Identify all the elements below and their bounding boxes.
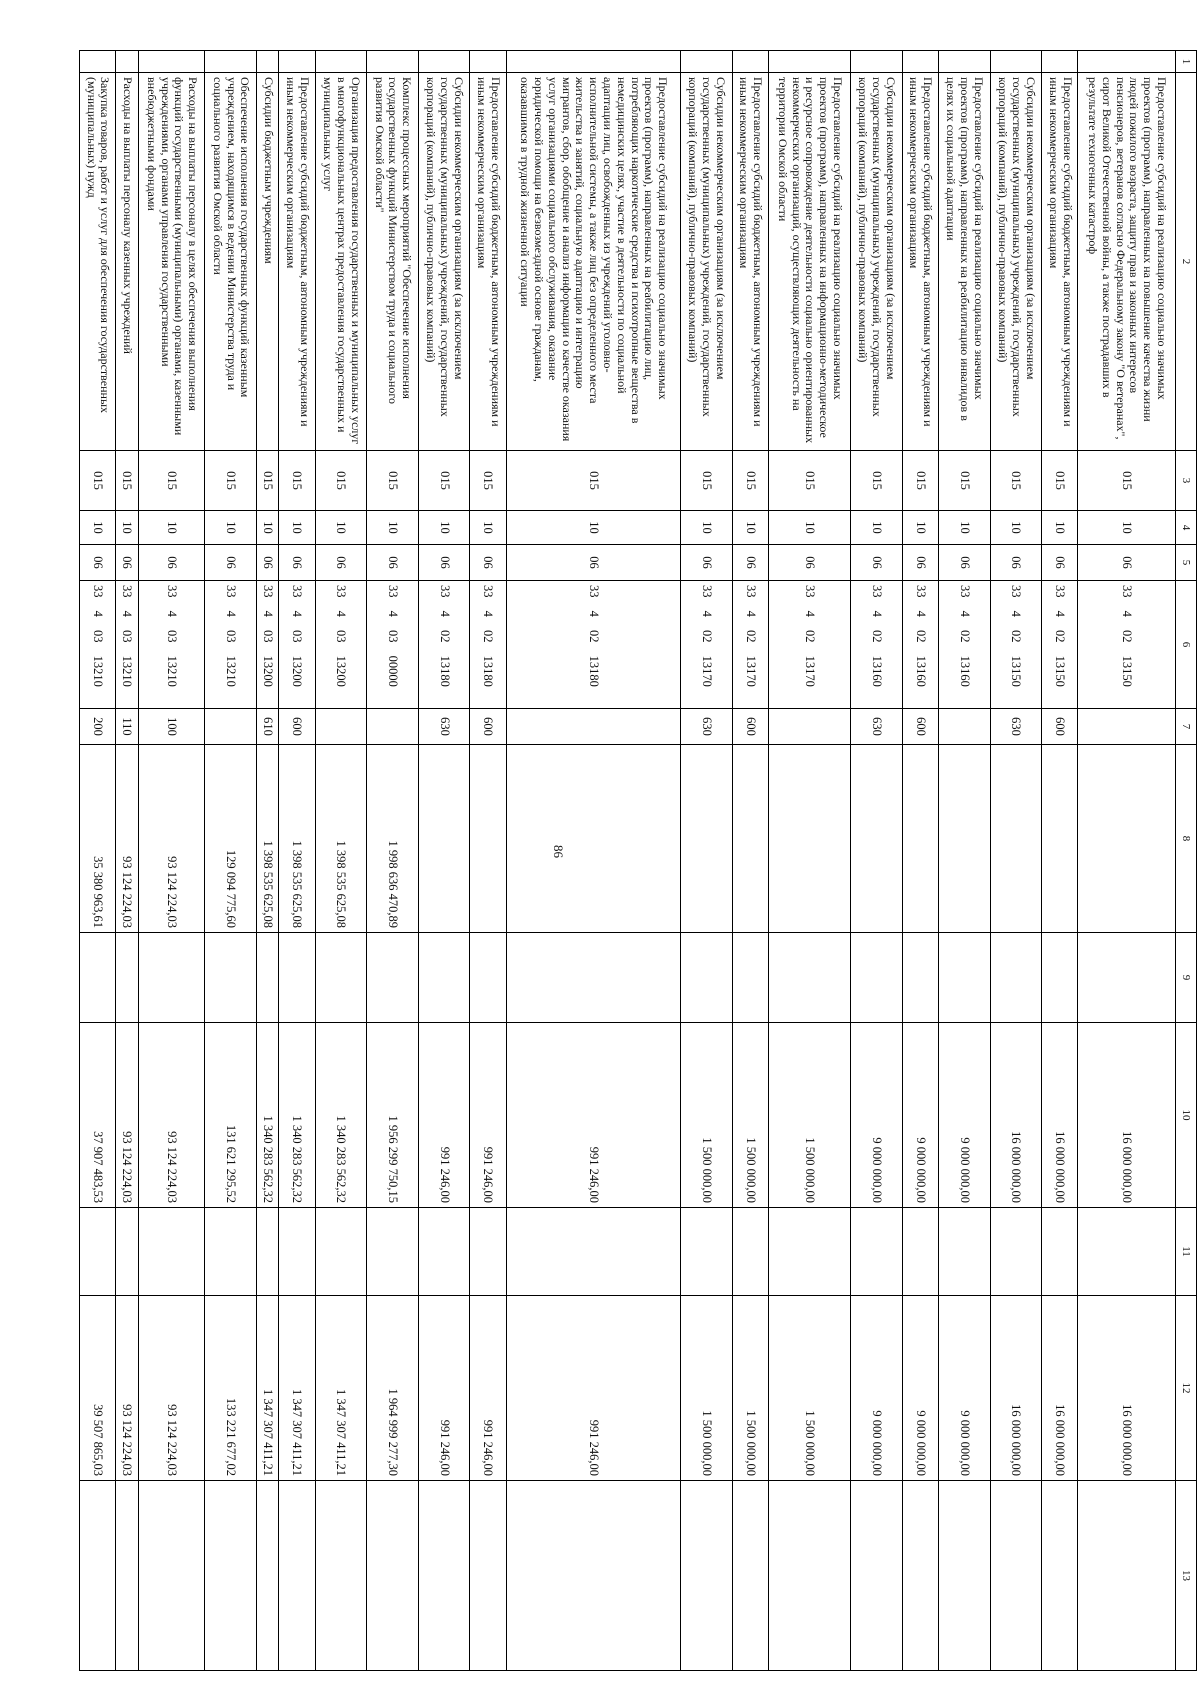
cell-c13 xyxy=(367,1481,419,1671)
cell-c5: 06 xyxy=(1078,545,1176,581)
cell-c6: 33 4 02 13160 xyxy=(902,581,938,709)
column-number-10: 10 xyxy=(1176,1023,1197,1208)
row-index-cell xyxy=(470,51,506,73)
cell-c6: 33 4 02 13180 xyxy=(506,581,680,709)
cell-c7: 600 xyxy=(470,709,506,745)
cell-c5: 06 xyxy=(138,545,205,581)
cell-c13 xyxy=(205,1481,257,1671)
cell-c5: 06 xyxy=(938,545,990,581)
cell-c4: 10 xyxy=(990,511,1042,545)
cell-c10: 9 000 000,00 xyxy=(851,1023,903,1208)
cell-c13 xyxy=(1078,1481,1176,1671)
cell-c13 xyxy=(990,1481,1042,1671)
cell-c12: 991 246,00 xyxy=(506,1296,680,1481)
cell-c3: 015 xyxy=(116,451,138,511)
row-index-cell xyxy=(990,51,1042,73)
cell-c4: 10 xyxy=(1042,511,1078,545)
cell-c4: 10 xyxy=(732,511,768,545)
cell-c5: 06 xyxy=(205,545,257,581)
cell-c10: 37 907 483,53 xyxy=(80,1023,116,1208)
cell-c9 xyxy=(205,933,257,1023)
cell-c11 xyxy=(418,1208,470,1296)
cell-c13 xyxy=(315,1481,367,1671)
cell-c12: 39 507 865,03 xyxy=(80,1296,116,1481)
row-index-cell xyxy=(1078,51,1176,73)
cell-c5: 06 xyxy=(116,545,138,581)
cell-c9 xyxy=(116,933,138,1023)
row-name: Предоставление субсидий бюджетным, автономным учреждениям и иным некоммерческим организациям xyxy=(732,73,768,451)
cell-c5: 06 xyxy=(470,545,506,581)
cell-c13 xyxy=(768,1481,850,1671)
cell-c12: 991 246,00 xyxy=(418,1296,470,1481)
row-index-cell xyxy=(506,51,680,73)
cell-c11 xyxy=(138,1208,205,1296)
cell-c9 xyxy=(506,933,680,1023)
cell-c5: 06 xyxy=(257,545,279,581)
cell-c8: 1 398 535 625,08 xyxy=(257,745,279,933)
cell-c6: 33 4 03 13200 xyxy=(315,581,367,709)
cell-c6: 33 4 02 13170 xyxy=(768,581,850,709)
cell-c9 xyxy=(902,933,938,1023)
budget-table xyxy=(79,50,1197,1671)
cell-c7: 630 xyxy=(680,709,732,745)
cell-c9 xyxy=(367,933,419,1023)
cell-c9 xyxy=(732,933,768,1023)
cell-c4: 10 xyxy=(938,511,990,545)
cell-c11 xyxy=(680,1208,732,1296)
cell-c10: 131 621 295,52 xyxy=(205,1023,257,1208)
cell-c12: 1 500 000,00 xyxy=(680,1296,732,1481)
cell-c8 xyxy=(680,745,732,933)
cell-c7: 600 xyxy=(279,709,315,745)
cell-c13 xyxy=(506,1481,680,1671)
cell-c9 xyxy=(470,933,506,1023)
cell-c8 xyxy=(732,745,768,933)
row-name: Субсидии некоммерческим организациям (за исключением государственных (муниципальных) учреждений, государственных корпораций (компаний), публично-правовых компаний) xyxy=(418,73,470,451)
cell-c3: 015 xyxy=(851,451,903,511)
cell-c9 xyxy=(1042,933,1078,1023)
cell-c7: 600 xyxy=(732,709,768,745)
table-row xyxy=(1078,51,1176,1671)
cell-c6: 33 4 03 13200 xyxy=(279,581,315,709)
cell-c12: 1 500 000,00 xyxy=(732,1296,768,1481)
cell-c7: 110 xyxy=(116,709,138,745)
cell-c8 xyxy=(506,745,680,933)
row-name: Закупка товаров, работ и услуг для обеспечения государственных (муниципальных) нужд xyxy=(80,73,116,451)
cell-c12: 1 347 307 411,21 xyxy=(315,1296,367,1481)
cell-c11 xyxy=(990,1208,1042,1296)
cell-c4: 10 xyxy=(768,511,850,545)
cell-c6: 33 4 02 13180 xyxy=(470,581,506,709)
cell-c12: 9 000 000,00 xyxy=(902,1296,938,1481)
cell-c4: 10 xyxy=(279,511,315,545)
cell-c3: 015 xyxy=(938,451,990,511)
cell-c13 xyxy=(1042,1481,1078,1671)
column-number-7: 7 xyxy=(1176,709,1197,745)
cell-c13 xyxy=(470,1481,506,1671)
cell-c9 xyxy=(418,933,470,1023)
table-body xyxy=(80,51,1176,1671)
cell-c11 xyxy=(257,1208,279,1296)
table-row xyxy=(367,51,419,1671)
column-number-9: 9 xyxy=(1176,933,1197,1023)
cell-c10: 1 340 283 562,32 xyxy=(279,1023,315,1208)
table-row xyxy=(138,51,205,1671)
cell-c10: 991 246,00 xyxy=(506,1023,680,1208)
row-name: Предоставление субсидий бюджетным, автономным учреждениям и иным некоммерческим организациям xyxy=(279,73,315,451)
cell-c12: 1 500 000,00 xyxy=(768,1296,850,1481)
row-name: Предоставление субсидий на реализацию социально значимых проектов (программ), направленных на повышение качества жизни людей пожилого возраста, защиту прав и законных интересов пенсионеров, ветеранов согласно Федеральному закону "О ветеранах", сирот Великой Отечественной войны, а также пострадавших в результате техногенных катастроф xyxy=(1078,73,1176,451)
cell-c8: 129 094 775,60 xyxy=(205,745,257,933)
row-index-cell xyxy=(732,51,768,73)
cell-c7: 600 xyxy=(1042,709,1078,745)
cell-c11 xyxy=(902,1208,938,1296)
cell-c5: 06 xyxy=(80,545,116,581)
row-name: Предоставление субсидий бюджетным, автономным учреждениям и иным некоммерческим организациям xyxy=(902,73,938,451)
row-index-cell xyxy=(315,51,367,73)
cell-c12: 9 000 000,00 xyxy=(851,1296,903,1481)
table-row xyxy=(470,51,506,1671)
row-name: Расходы на выплаты персоналу в целях обеспечения выполнения функций государственными (муниципальными) органами, казенными учреждениями, органами управления государственными внебюджетными фондами xyxy=(138,73,205,451)
cell-c13 xyxy=(851,1481,903,1671)
cell-c10: 16 000 000,00 xyxy=(1078,1023,1176,1208)
cell-c5: 06 xyxy=(418,545,470,581)
cell-c7: 630 xyxy=(418,709,470,745)
cell-c10: 1 956 299 750,15 xyxy=(367,1023,419,1208)
row-name: Субсидии некоммерческим организациям (за исключением государственных (муниципальных) учреждений, государственных корпораций (компаний), публично-правовых компаний) xyxy=(851,73,903,451)
cell-c8 xyxy=(418,745,470,933)
page-number: 86 xyxy=(551,845,566,858)
cell-c5: 06 xyxy=(279,545,315,581)
cell-c7 xyxy=(506,709,680,745)
cell-c7: 610 xyxy=(257,709,279,745)
column-number-8: 8 xyxy=(1176,745,1197,933)
cell-c7: 600 xyxy=(902,709,938,745)
cell-c8 xyxy=(768,745,850,933)
cell-c6: 33 4 03 13210 xyxy=(80,581,116,709)
cell-c8 xyxy=(1042,745,1078,933)
cell-c11 xyxy=(367,1208,419,1296)
cell-c13 xyxy=(257,1481,279,1671)
column-number-12: 12 xyxy=(1176,1296,1197,1481)
cell-c9 xyxy=(138,933,205,1023)
cell-c6: 33 4 03 13200 xyxy=(257,581,279,709)
row-name: Предоставление субсидий на реализацию социально значимых проектов (программ), направленных на реабилитацию инвалидов в целях их социальной адаптации xyxy=(938,73,990,451)
row-name: Предоставление субсидий на реализацию социально значимых проектов (программ), направленных на реабилитацию лиц, потребляющих наркотические средства и психотропные вещества в немедицинских целях, участие в деятельности по социальной адаптации лиц, освобожденных из учреждений уголовно-исполнительной системы, а также лиц без определенного места жительства и занятий, социальную адаптацию и интеграцию мигрантов, сбор, обобщение и анализ информации о качестве оказания услуг организациями социального обслуживания, оказание юридической помощи на безвозмездной основе гражданам, оказавшимся в трудной жизненной ситуации xyxy=(506,73,680,451)
row-name: Предоставление субсидий бюджетным, автономным учреждениям и иным некоммерческим организациям xyxy=(470,73,506,451)
cell-c13 xyxy=(279,1481,315,1671)
cell-c13 xyxy=(138,1481,205,1671)
cell-c8: 93 124 224,03 xyxy=(138,745,205,933)
column-number-11: 11 xyxy=(1176,1208,1197,1296)
column-number-row xyxy=(1176,51,1197,1671)
row-index-cell xyxy=(205,51,257,73)
cell-c3: 015 xyxy=(680,451,732,511)
cell-c11 xyxy=(279,1208,315,1296)
cell-c3: 015 xyxy=(315,451,367,511)
row-index-cell xyxy=(938,51,990,73)
cell-c12: 991 246,00 xyxy=(470,1296,506,1481)
cell-c11 xyxy=(938,1208,990,1296)
table-row xyxy=(315,51,367,1671)
table-row xyxy=(732,51,768,1671)
cell-c7: 630 xyxy=(851,709,903,745)
cell-c7 xyxy=(938,709,990,745)
table-row xyxy=(279,51,315,1671)
cell-c3: 015 xyxy=(418,451,470,511)
cell-c8: 1 998 636 470,89 xyxy=(367,745,419,933)
table-row xyxy=(80,51,116,1671)
cell-c3: 015 xyxy=(902,451,938,511)
cell-c8 xyxy=(902,745,938,933)
cell-c4: 10 xyxy=(367,511,419,545)
table-row xyxy=(116,51,138,1671)
column-number-13: 13 xyxy=(1176,1481,1197,1671)
cell-c3: 015 xyxy=(205,451,257,511)
row-index-cell xyxy=(80,51,116,73)
cell-c12: 1 964 999 277,30 xyxy=(367,1296,419,1481)
cell-c8 xyxy=(990,745,1042,933)
cell-c3: 015 xyxy=(80,451,116,511)
table-row xyxy=(418,51,470,1671)
cell-c4: 10 xyxy=(418,511,470,545)
cell-c7 xyxy=(367,709,419,745)
row-name: Организация предоставления государственных и муниципальных услуг в многофункциональных центрах предоставления государственных и муниципальных услуг xyxy=(315,73,367,451)
cell-c3: 015 xyxy=(1042,451,1078,511)
cell-c3: 015 xyxy=(367,451,419,511)
row-index-cell xyxy=(902,51,938,73)
cell-c5: 06 xyxy=(851,545,903,581)
cell-c9 xyxy=(938,933,990,1023)
cell-c3: 015 xyxy=(279,451,315,511)
row-index-cell xyxy=(851,51,903,73)
cell-c3: 015 xyxy=(990,451,1042,511)
cell-c6: 33 4 02 13150 xyxy=(1042,581,1078,709)
cell-c3: 015 xyxy=(257,451,279,511)
cell-c8 xyxy=(470,745,506,933)
cell-c3: 015 xyxy=(768,451,850,511)
row-name: Субсидии некоммерческим организациям (за исключением государственных (муниципальных) учреждений, государственных корпораций (компаний), публично-правовых компаний) xyxy=(680,73,732,451)
cell-c3: 015 xyxy=(1078,451,1176,511)
cell-c5: 06 xyxy=(315,545,367,581)
cell-c13 xyxy=(116,1481,138,1671)
table-row xyxy=(851,51,903,1671)
cell-c12: 93 124 224,03 xyxy=(138,1296,205,1481)
table-row xyxy=(902,51,938,1671)
cell-c3: 015 xyxy=(506,451,680,511)
cell-c10: 1 500 000,00 xyxy=(768,1023,850,1208)
cell-c4: 10 xyxy=(470,511,506,545)
rotated-table-container xyxy=(79,50,1197,1670)
column-number-3: 3 xyxy=(1176,451,1197,511)
row-name: Комплекс процессных мероприятий "Обеспечение исполнения государственных функций Министерством труда и социального развития Омской области" xyxy=(367,73,419,451)
cell-c9 xyxy=(279,933,315,1023)
cell-c9 xyxy=(315,933,367,1023)
cell-c12: 1 347 307 411,21 xyxy=(257,1296,279,1481)
table-row xyxy=(1042,51,1078,1671)
cell-c9 xyxy=(990,933,1042,1023)
cell-c13 xyxy=(938,1481,990,1671)
cell-c6: 33 4 03 13210 xyxy=(138,581,205,709)
cell-c12: 9 000 000,00 xyxy=(938,1296,990,1481)
row-index-cell xyxy=(138,51,205,73)
row-index-cell xyxy=(768,51,850,73)
cell-c12: 16 000 000,00 xyxy=(1078,1296,1176,1481)
cell-c10: 1 500 000,00 xyxy=(732,1023,768,1208)
cell-c3: 015 xyxy=(470,451,506,511)
cell-c11 xyxy=(768,1208,850,1296)
cell-c13 xyxy=(732,1481,768,1671)
cell-c10: 991 246,00 xyxy=(418,1023,470,1208)
cell-c7 xyxy=(315,709,367,745)
cell-c6: 33 4 02 13150 xyxy=(990,581,1042,709)
row-index-cell xyxy=(1042,51,1078,73)
cell-c4: 10 xyxy=(851,511,903,545)
row-index-cell xyxy=(367,51,419,73)
table-row xyxy=(990,51,1042,1671)
cell-c5: 06 xyxy=(506,545,680,581)
cell-c4: 10 xyxy=(680,511,732,545)
cell-c5: 06 xyxy=(1042,545,1078,581)
cell-c12: 93 124 224,03 xyxy=(116,1296,138,1481)
cell-c10: 1 340 283 562,32 xyxy=(257,1023,279,1208)
cell-c12: 133 221 677,02 xyxy=(205,1296,257,1481)
cell-c10: 9 000 000,00 xyxy=(902,1023,938,1208)
cell-c9 xyxy=(1078,933,1176,1023)
cell-c3: 015 xyxy=(138,451,205,511)
cell-c11 xyxy=(1042,1208,1078,1296)
column-number-5: 5 xyxy=(1176,545,1197,581)
cell-c10: 93 124 224,03 xyxy=(138,1023,205,1208)
cell-c8 xyxy=(938,745,990,933)
table-row xyxy=(506,51,680,1671)
cell-c5: 06 xyxy=(902,545,938,581)
cell-c3: 015 xyxy=(732,451,768,511)
cell-c4: 10 xyxy=(1078,511,1176,545)
cell-c9 xyxy=(768,933,850,1023)
cell-c12: 16 000 000,00 xyxy=(990,1296,1042,1481)
column-number-4: 4 xyxy=(1176,511,1197,545)
cell-c6: 33 4 02 13160 xyxy=(938,581,990,709)
cell-c6: 33 4 02 13180 xyxy=(418,581,470,709)
table-row xyxy=(938,51,990,1671)
cell-c5: 06 xyxy=(680,545,732,581)
cell-c6: 33 4 02 13160 xyxy=(851,581,903,709)
table-row xyxy=(680,51,732,1671)
column-number-1: 1 xyxy=(1176,51,1197,73)
column-number-2: 2 xyxy=(1176,73,1197,451)
cell-c9 xyxy=(851,933,903,1023)
cell-c8: 93 124 224,03 xyxy=(116,745,138,933)
cell-c5: 06 xyxy=(732,545,768,581)
cell-c4: 10 xyxy=(257,511,279,545)
cell-c8 xyxy=(851,745,903,933)
cell-c13 xyxy=(418,1481,470,1671)
cell-c7 xyxy=(1078,709,1176,745)
cell-c13 xyxy=(902,1481,938,1671)
cell-c5: 06 xyxy=(768,545,850,581)
cell-c7: 200 xyxy=(80,709,116,745)
cell-c12: 1 347 307 411,21 xyxy=(279,1296,315,1481)
cell-c5: 06 xyxy=(990,545,1042,581)
cell-c11 xyxy=(506,1208,680,1296)
cell-c6: 33 4 03 00000 xyxy=(367,581,419,709)
cell-c10: 991 246,00 xyxy=(470,1023,506,1208)
cell-c9 xyxy=(680,933,732,1023)
cell-c10: 1 340 283 562,32 xyxy=(315,1023,367,1208)
cell-c7: 630 xyxy=(990,709,1042,745)
cell-c13 xyxy=(80,1481,116,1671)
cell-c11 xyxy=(80,1208,116,1296)
cell-c6: 33 4 03 13210 xyxy=(205,581,257,709)
cell-c4: 10 xyxy=(116,511,138,545)
cell-c11 xyxy=(1078,1208,1176,1296)
row-index-cell xyxy=(257,51,279,73)
cell-c9 xyxy=(80,933,116,1023)
row-name: Обеспечение исполнения государственных функций казенным учреждением, находящимся в ведении Министерства труда и социального развития Омской области xyxy=(205,73,257,451)
cell-c4: 10 xyxy=(205,511,257,545)
cell-c4: 10 xyxy=(902,511,938,545)
cell-c11 xyxy=(315,1208,367,1296)
cell-c10: 16 000 000,00 xyxy=(1042,1023,1078,1208)
cell-c10: 16 000 000,00 xyxy=(990,1023,1042,1208)
cell-c11 xyxy=(851,1208,903,1296)
cell-c6: 33 4 02 13170 xyxy=(680,581,732,709)
row-name: Расходы на выплаты персоналу казенных учреждений xyxy=(116,73,138,451)
column-number-6: 6 xyxy=(1176,581,1197,709)
row-index-cell xyxy=(418,51,470,73)
row-index-cell xyxy=(279,51,315,73)
cell-c10: 93 124 224,03 xyxy=(116,1023,138,1208)
cell-c8 xyxy=(1078,745,1176,933)
table-row xyxy=(768,51,850,1671)
cell-c7: 100 xyxy=(138,709,205,745)
cell-c4: 10 xyxy=(138,511,205,545)
cell-c11 xyxy=(116,1208,138,1296)
cell-c10: 9 000 000,00 xyxy=(938,1023,990,1208)
cell-c8: 35 380 963,61 xyxy=(80,745,116,933)
cell-c6: 33 4 02 13170 xyxy=(732,581,768,709)
cell-c10: 1 500 000,00 xyxy=(680,1023,732,1208)
row-name: Предоставление субсидий бюджетным, автономным учреждениям и иным некоммерческим организациям xyxy=(1042,73,1078,451)
row-index-cell xyxy=(116,51,138,73)
cell-c6: 33 4 03 13210 xyxy=(116,581,138,709)
cell-c11 xyxy=(205,1208,257,1296)
cell-c4: 10 xyxy=(315,511,367,545)
cell-c9 xyxy=(257,933,279,1023)
table-row xyxy=(205,51,257,1671)
cell-c7 xyxy=(205,709,257,745)
row-index-cell xyxy=(680,51,732,73)
row-name: Предоставление субсидий на реализацию социально значимых проектов (программ), направленных на информационно-методическое и ресурсное сопровождение деятельности социально ориентированных некоммерческих организаций, осуществляющих деятельность на территории Омской области xyxy=(768,73,850,451)
cell-c11 xyxy=(470,1208,506,1296)
cell-c11 xyxy=(732,1208,768,1296)
cell-c8: 1 398 535 625,08 xyxy=(315,745,367,933)
cell-c7 xyxy=(768,709,850,745)
row-name: Субсидии бюджетным учреждениям xyxy=(257,73,279,451)
cell-c5: 06 xyxy=(367,545,419,581)
cell-c6: 33 4 02 13150 xyxy=(1078,581,1176,709)
table-row xyxy=(257,51,279,1671)
cell-c4: 10 xyxy=(506,511,680,545)
row-name: Субсидии некоммерческим организациям (за исключением государственных (муниципальных) учреждений, государственных корпораций (компаний), публично-правовых компаний) xyxy=(990,73,1042,451)
cell-c8: 1 398 535 625,08 xyxy=(279,745,315,933)
cell-c13 xyxy=(680,1481,732,1671)
cell-c4: 10 xyxy=(80,511,116,545)
cell-c12: 16 000 000,00 xyxy=(1042,1296,1078,1481)
